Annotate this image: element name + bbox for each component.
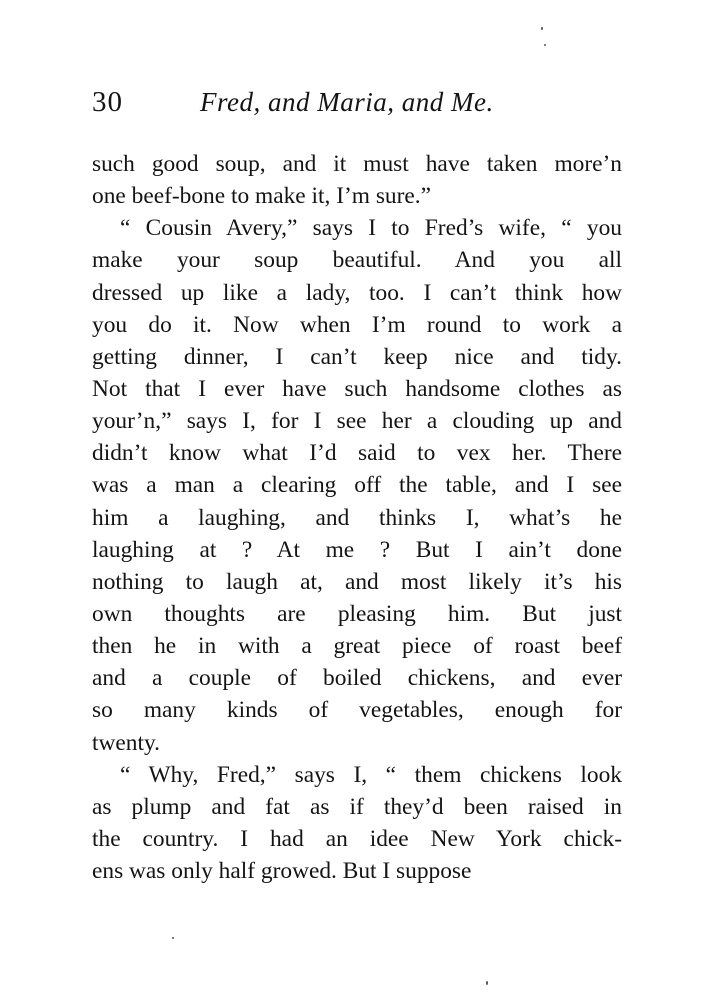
page-number: 30 — [92, 86, 123, 118]
paragraph — [92, 148, 622, 212]
text-line: was a man a clearing off the table, and I see — [92, 472, 622, 499]
text-line: dressed up like a lady, too. I can’t think how — [92, 279, 622, 306]
text-line: your’n,” says I, for I see her a clouding up and — [92, 408, 622, 435]
text-line: make your soup beautiful. And you all — [92, 247, 622, 274]
text-line: laughing at ? At me ? But I ain’t done — [92, 536, 622, 563]
text-line: so many kinds of vegetables, enough for — [92, 697, 622, 724]
text-line: such good soup, and it must have taken more’n — [92, 151, 622, 177]
text-line: you do it. Now when I’m round to work a — [92, 311, 622, 338]
text-line: nothing to laugh at, and most likely it’s his — [92, 568, 622, 595]
text-line: didn’t know what I’d said to vex her. There — [92, 440, 622, 467]
print-speck — [486, 981, 488, 985]
print-speck — [172, 937, 174, 939]
text-line: him a laughing, and thinks I, what’s he — [92, 504, 622, 531]
text-line: as plump and fat as if they’d been raised in — [92, 793, 622, 820]
print-speck — [544, 44, 546, 46]
text-line: then he in with a great piece of roast beef — [92, 633, 622, 660]
text-line: the country. I had an idee New York chick- — [92, 825, 622, 852]
text-line: Not that I ever have such handsome clothes as — [92, 375, 622, 402]
text-line: own thoughts are pleasing him. But just — [92, 600, 622, 627]
paragraph — [92, 212, 622, 758]
text-line: ens was only half growed. But I suppose — [92, 858, 472, 885]
text-line: getting dinner, I can’t keep nice and tidy. — [92, 343, 622, 370]
print-speck — [541, 27, 543, 30]
text-line: “ Why, Fred,” says I, “ them chickens look — [120, 761, 622, 788]
text-line: one beef-bone to make it, I’m sure.” — [92, 183, 432, 210]
text-line: and a couple of boiled chickens, and ever — [92, 665, 622, 692]
paragraph — [92, 759, 622, 888]
text-line: twenty. — [92, 729, 160, 756]
page-header — [92, 86, 622, 126]
body-text — [92, 148, 622, 887]
running-title: Fred, and Maria, and Me. — [200, 87, 494, 117]
text-line: “ Cousin Avery,” says I to Fred’s wife, “ you — [120, 215, 622, 242]
